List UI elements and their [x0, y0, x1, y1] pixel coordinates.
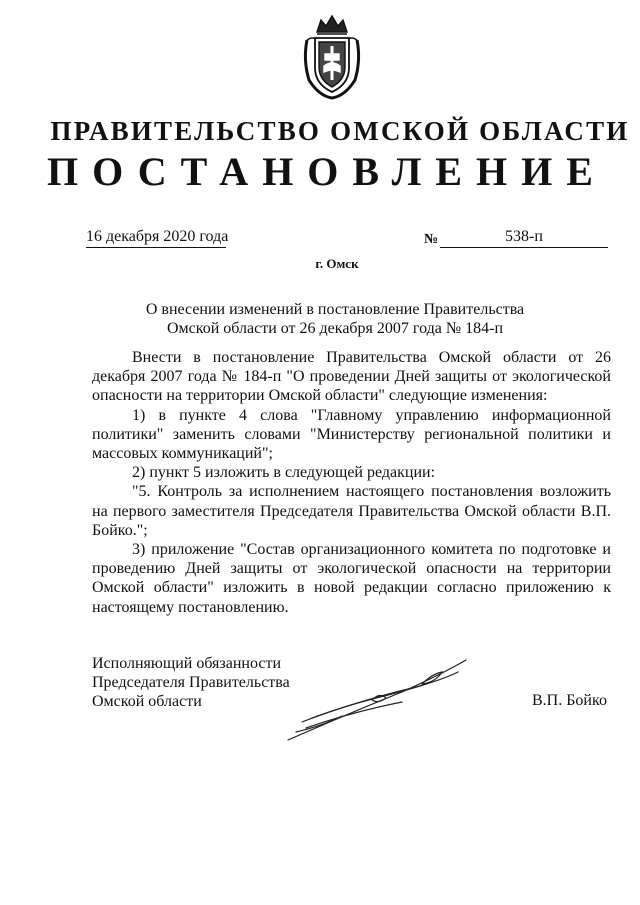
city: г. Омск — [315, 256, 359, 271]
body-paragraph-1: Внести в постановление Правительства Омской области от 26 декабря 2007 года № 184-п "О проведении Дней защиты от экологической опасности на территории Омской области" следующие изменения: — [92, 349, 611, 405]
signatory-name: В.П. Бойко — [532, 692, 607, 709]
handwritten-signature-icon — [282, 652, 472, 744]
signatory-title-line-1: Исполняющий обязанности — [92, 655, 282, 672]
document-date: 16 декабря 2020 года — [86, 228, 226, 248]
document-body — [92, 348, 611, 617]
number-sign: № — [424, 232, 439, 247]
government-title: ПРАВИТЕЛЬСТВО ОМСКОЙ ОБЛАСТИ — [50, 116, 630, 146]
signatory-title — [92, 654, 290, 711]
body-paragraph-5: 3) приложение "Состав организационного комитета по подготовке и проведению Дней защиты от экологической опасности на территории Омской области" изложить в новой редакции согласно приложению к настоящему постановлению. — [92, 541, 611, 616]
signatory-title-line-2: Председателя Правительства — [92, 674, 290, 691]
body-paragraph-2: 1) в пункте 4 слова "Главному управлению информационной политики" заменить словами "Министерству региональной политики и массовых коммуникаций"; — [92, 406, 611, 463]
document-subject — [90, 300, 580, 338]
document-number: 538-п — [440, 228, 608, 248]
coat-of-arms-icon — [299, 10, 365, 102]
subject-line-2: Омской области от 26 декабря 2007 года № 184-п — [166, 320, 504, 337]
document-type: ПОСТАНОВЛЕНИЕ — [47, 149, 607, 194]
body-paragraph-4: "5. Контроль за исполнением настоящего постановления возложить на первого заместителя Председателя Правительства Омской области В.П. Бойко."; — [92, 483, 611, 539]
subject-line-1: О внесении изменений в постановление Правительства — [145, 301, 525, 318]
signatory-title-line-3: Омской области — [92, 693, 202, 710]
body-paragraph-3: 2) пункт 5 изложить в следующей редакции: — [132, 464, 436, 482]
